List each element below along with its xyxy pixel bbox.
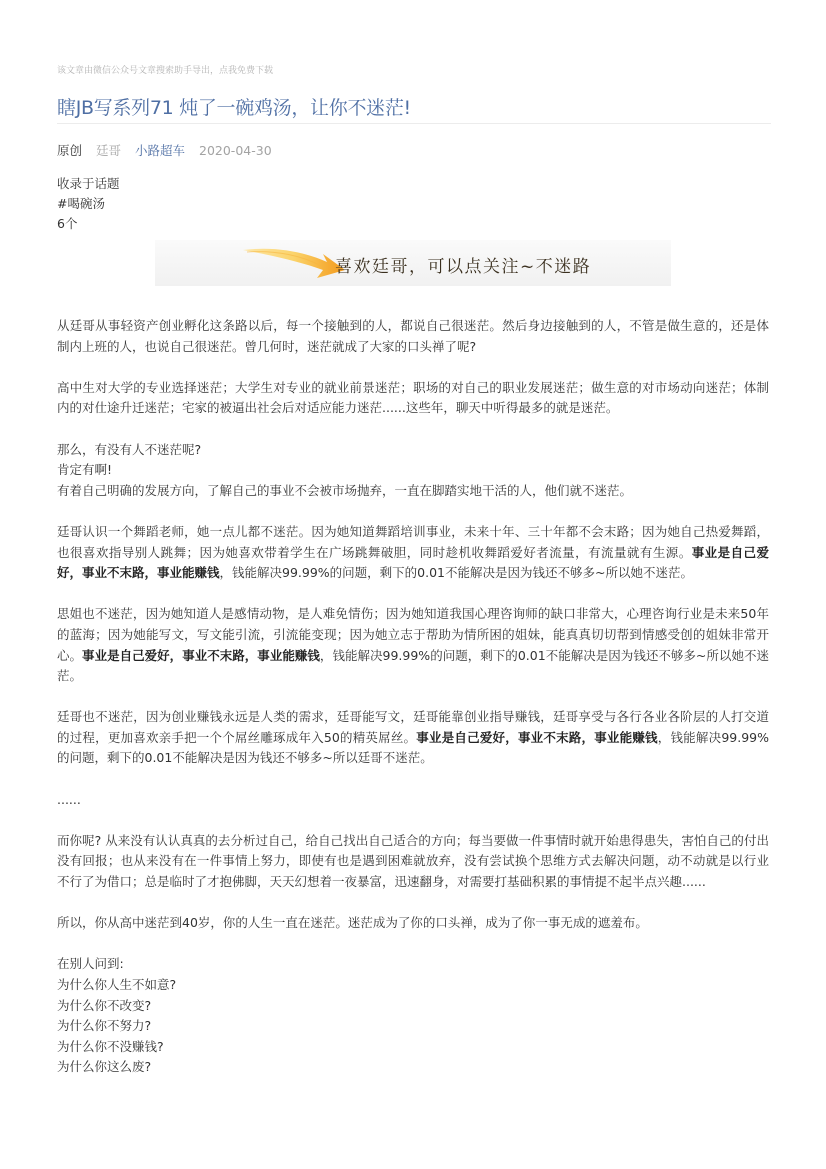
paragraph: 所以，你从高中迷茫到40岁，你的人生一直在迷茫。迷茫成为了你的口头禅，成为了你一事无成的遮羞布。 [57,915,648,931]
title-divider [57,123,771,124]
paragraph: 有着自己明确的发展方向，了解自己的事业不会被市场抛弃，一直在脚踏实地干活的人，他们就不迷茫。 [57,482,633,498]
topic-tag-link[interactable]: #喝碗汤 [57,196,105,211]
question-line: 为什么你人生不如意? [57,977,177,992]
question-line: 为什么你不努力? [57,1018,152,1034]
original-tag: 原创 [57,143,83,158]
article-meta [57,141,282,159]
paragraph: 那么，有没有人不迷茫呢? [57,441,202,457]
paragraph-text: 思姐也不迷茫，因为她知道人是感情动物，是人难免情伤；因为她知道我国心理咨询师的缺口非常大，心理咨询行业是未来50年的蓝海；因为她能写文，写文能引流，引流能变现；因为她立志于帮助为情所困的姐妹，能真真切切帮到情感受创的姐妹非常开心。 [57,606,769,663]
question-line: 为什么你不改变? [57,997,152,1013]
bold-emphasis: 事业是自己爱好，事业不末路，事业能赚钱 [57,544,769,581]
paragraph-text: 廷哥认识一个舞蹈老师，她一点儿都不迷茫。因为她知道舞蹈培训事业，未来十年、三十年都不会末路；因为她自己热爱舞蹈，也很喜欢指导别人跳舞；因为她喜欢带着学生在广场跳舞破胆，同时趁机收舞蹈爱好者流量，有流量就有生源。 [57,523,769,560]
paragraph-text: ，钱能解决99.99%的问题，剩下的0.01不能解决是因为钱还不够多~所以廷哥不迷茫。 [57,729,769,766]
question-line: 为什么你不没赚钱? [57,1038,164,1054]
question-intro: 在别人问到: [57,956,124,972]
topic-block [57,174,120,234]
bold-emphasis: 事业是自己爱好，事业不末路，事业能赚钱 [416,729,658,745]
paragraph: 而你呢? 从来没有认认真真的去分析过自己，给自己找出自己适合的方向；每当要做一件事情时就开始患得患失，害怕自己的付出没有回报；也从来没有在一件事情上努力，即使有也是遇到困难就放弃，没有尝试换个思维方式去解决问题，动不动就是以行业不行了为借口；总是临时了才抱佛脚，天天幻想着一夜暴富，迅速翻身，对需要打基础积累的事情提不起半点兴趣...... [57,832,769,890]
topic-count: 6个 [57,216,78,231]
paragraph [57,707,769,769]
question-line: 为什么你这么废? [57,1059,152,1075]
author-name: 廷哥 [96,143,122,158]
banner-text: 喜欢廷哥，可以点关注~不迷路 [335,257,592,277]
paragraph [57,604,769,686]
paragraph [57,522,769,584]
publish-date: 2020-04-30 [199,143,272,158]
paragraph-text: ，钱能解决99.99%的问题，剩下的0.01不能解决是因为钱还不够多~所以她不迷茫。 [219,565,693,581]
article-body [57,316,769,1078]
export-notice-link[interactable]: 该文章由微信公众号文章搜索助手导出，点我免费下载 [57,66,274,76]
follow-banner-image [155,240,671,286]
account-link[interactable]: 小路超车 [135,143,186,158]
ellipsis-line: ...... [57,791,81,807]
bold-emphasis: 事业是自己爱好，事业不末路，事业能赚钱 [82,647,320,663]
paragraph: 肯定有啊! [57,462,113,478]
paragraph: 高中生对大学的专业选择迷茫；大学生对专业的就业前景迷茫；职场的对自己的职业发展迷茫；做生意的对市场动向迷茫；体制内的对仕途升迁迷茫；宅家的被逼出社会后对适应能力迷茫......这些年，聊天中听得最多的就是迷茫。 [57,379,769,416]
paragraph: 从廷哥从事轻资产创业孵化这条路以后，每一个接触到的人，都说自己很迷茫。然后身边接触到的人，不管是做生意的，还是体制内上班的人，也说自己很迷茫。曾几何时，迷茫就成了大家的口头禅了呢? [57,318,769,354]
topic-label: 收录于话题 [57,176,120,191]
paragraph-text: 廷哥也不迷茫，因为创业赚钱永远是人类的需求，廷哥能写文，廷哥能靠创业指导赚钱，廷哥享受与各行各业各阶层的人打交道的过程，更加喜欢亲手把一个个屌丝雕琢成年入50的精英屌丝。 [57,709,769,745]
paragraph-text: ，钱能解决99.99%的问题，剩下的0.01不能解决是因为钱还不够多~所以她不迷茫。 [57,647,769,684]
article-title: 瞎JB写系列71 炖了一碗鸡汤，让你不迷茫! [57,97,411,119]
